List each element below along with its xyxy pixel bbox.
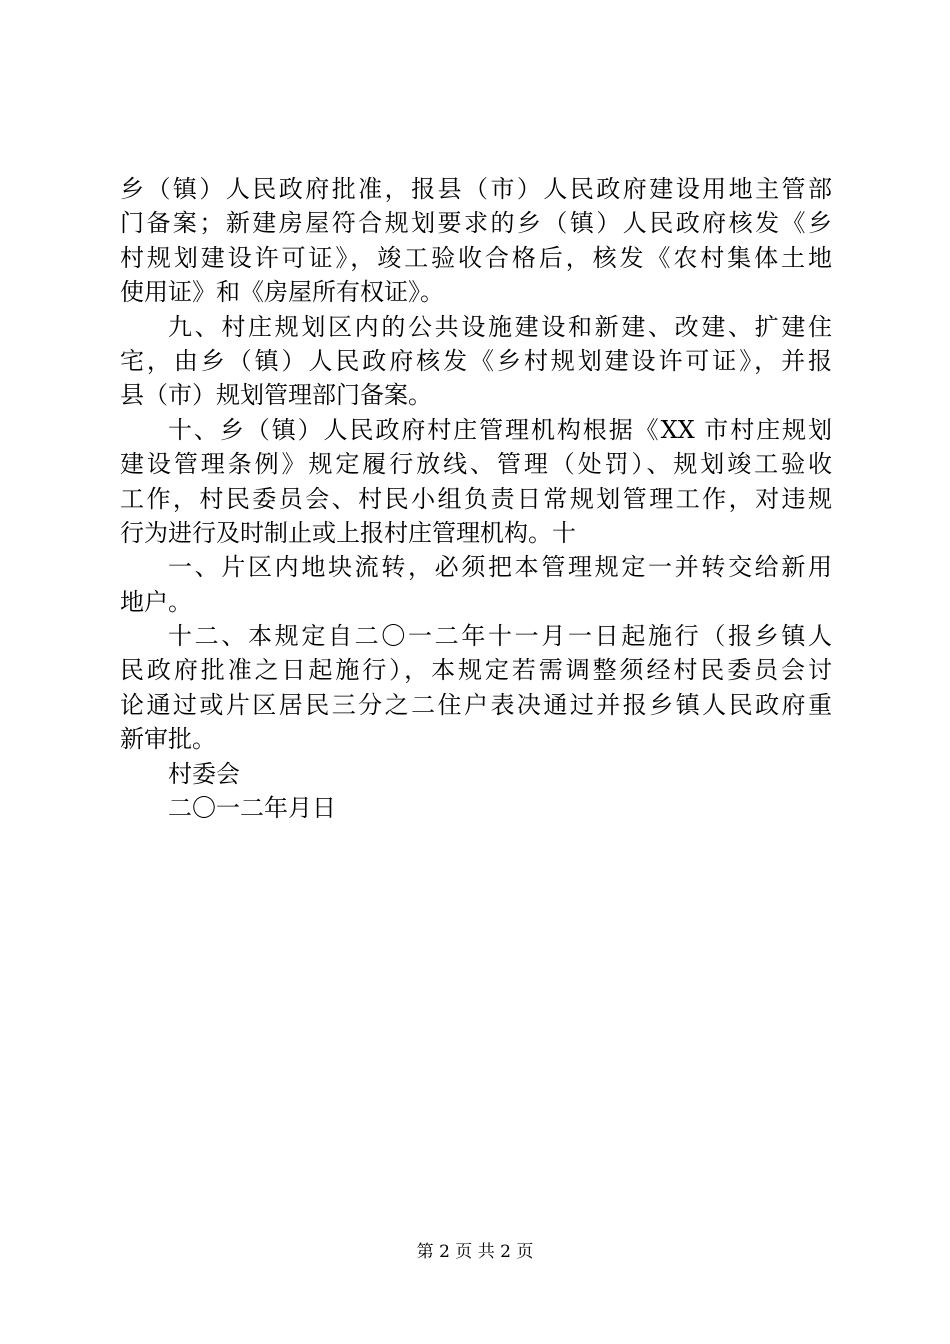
document-body	[120, 172, 832, 825]
body-line: 行为进行及时制止或上报村庄管理机构。十	[120, 518, 576, 547]
signature-org: 村委会	[168, 759, 240, 788]
body-line: 一、片区内地块流转，必须把本管理规定一并转交给新用	[168, 553, 832, 582]
body-line: 新审批。	[120, 725, 216, 754]
body-line: 使用证》和《房屋所有权证》。	[120, 278, 444, 307]
body-line: 建设管理条例》规定履行放线、管理（处罚）、规划竣工验收	[120, 450, 832, 479]
body-line: 九、村庄规划区内的公共设施建设和新建、改建、扩建住	[168, 312, 832, 341]
body-line: 论通过或片区居民三分之二住户表决通过并报乡镇人民政府重	[120, 690, 832, 719]
body-line: 县（市）规划管理部门备案。	[120, 381, 432, 410]
body-line: 乡（镇）人民政府批准，报县（市）人民政府建设用地主管部	[120, 175, 832, 203]
body-line: 民政府批准之日起施行），本规定若需调整须经村民委员会讨	[120, 656, 832, 685]
body-line: 十二、本规定自二〇一二年十一月一日起施行（报乡镇人	[168, 622, 832, 651]
signature-date: 二〇一二年月日	[168, 794, 336, 823]
body-line: 村规划建设许可证》，竣工验收合格后，核发《农村集体土地	[120, 243, 832, 272]
body-line: 地户。	[120, 587, 192, 616]
body-line: 十、乡（镇）人民政府村庄管理机构根据《XX 市村庄规划	[168, 415, 832, 444]
page-footer: 第 2 页 共 2 页	[416, 1242, 534, 1262]
body-line: 宅，由乡（镇）人民政府核发《乡村规划建设许可证》，并报	[120, 346, 832, 375]
body-line: 工作，村民委员会、村民小组负责日常规划管理工作，对违规	[120, 484, 832, 513]
body-line: 门备案；新建房屋符合规划要求的乡（镇）人民政府核发《乡	[120, 209, 832, 238]
